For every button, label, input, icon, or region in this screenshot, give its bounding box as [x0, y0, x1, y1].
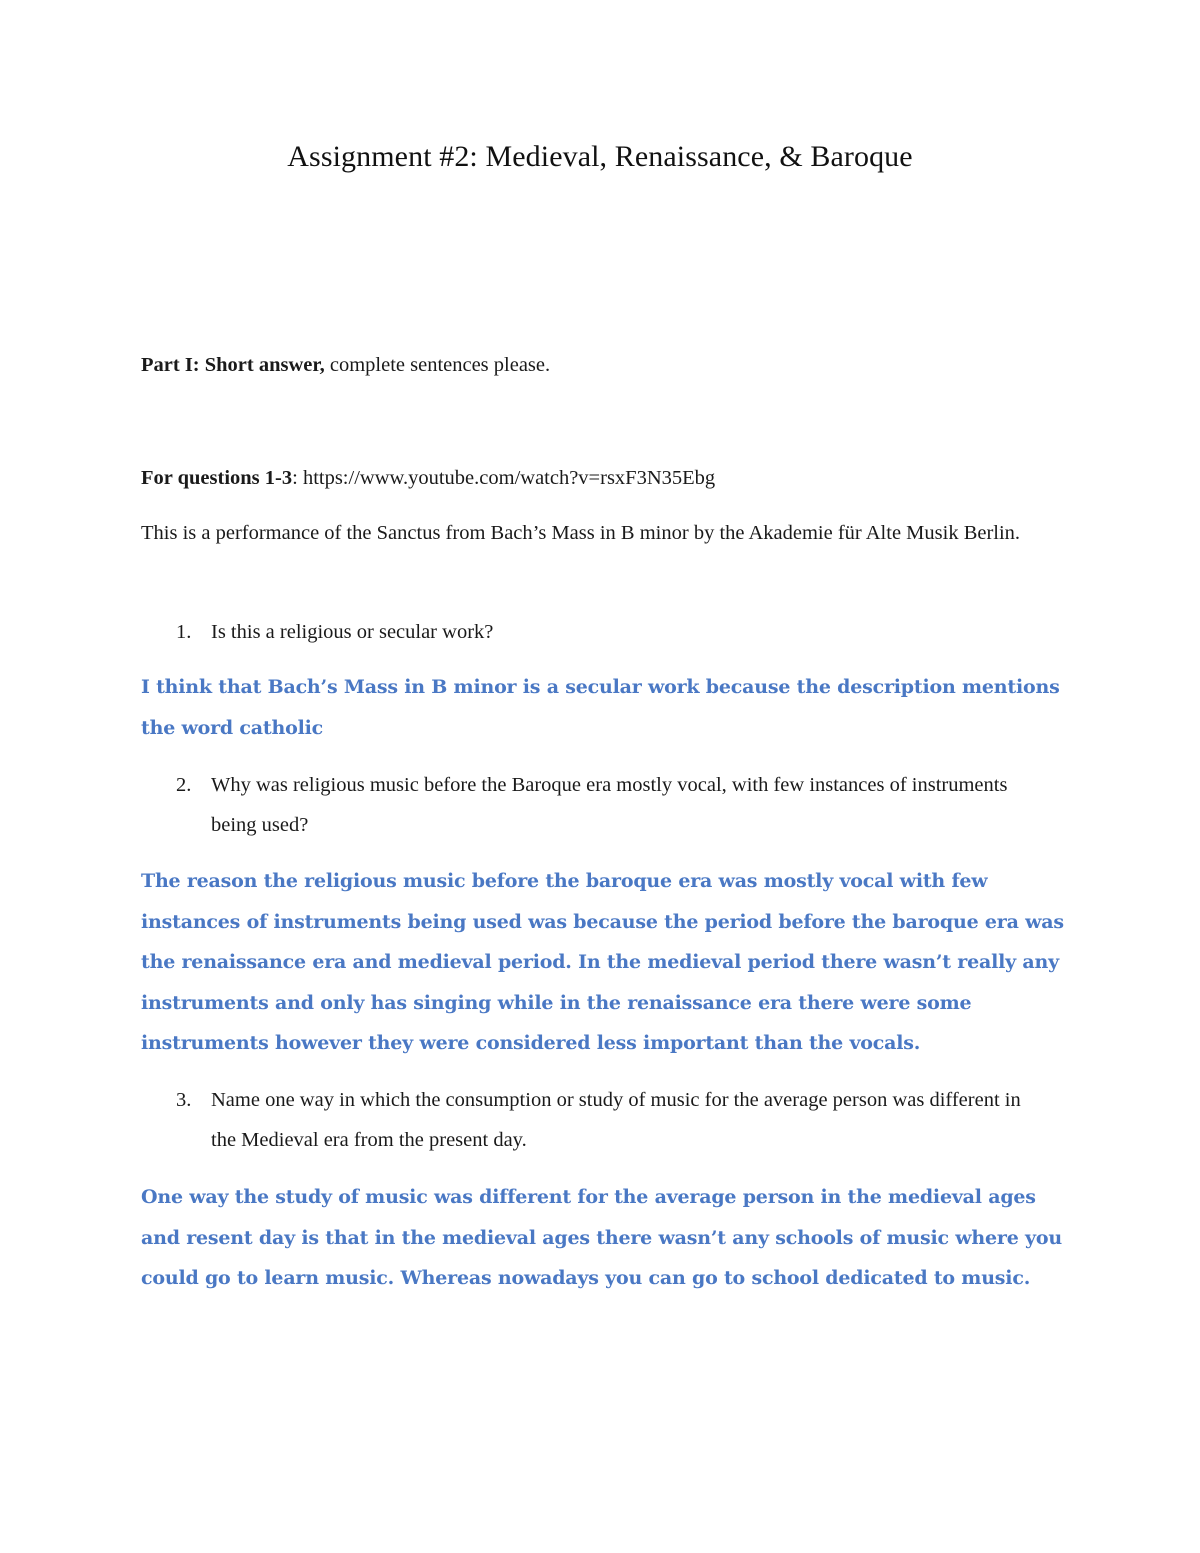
question-text: Name one way in which the consumption or study of music for the average person was different in the Medieval era from the present day. [211, 1089, 1021, 1151]
page-title: Assignment #2: Medieval, Renaissance, & Baroque [287, 140, 913, 173]
question-number: 1. [176, 621, 192, 643]
answer-paragraph: The reason the religious music before the baroque era was mostly vocal with few instances of instruments being used was because the period before the baroque era was the renaissance era and medieval period. In the medieval period there wasn’t really any instruments and only has singing while in the renaissance era there were some instruments however they were considered less important than the vocals. [141, 870, 1064, 1054]
question-item [141, 765, 1041, 845]
question-item [141, 612, 1041, 652]
part-heading [141, 345, 1071, 386]
question-item [141, 1080, 1041, 1160]
questions-source [141, 458, 1071, 499]
question-text: Why was religious music before the Baroque era mostly vocal, with few instances of instruments being used? [211, 774, 1008, 836]
intro-paragraph: This is a performance of the Sanctus from Bach’s Mass in B minor by the Akademie für Alte Musik Berlin. [141, 522, 1021, 544]
part-instruction: complete sentences please. [324, 354, 551, 376]
answer-paragraph: One way the study of music was different for the average person in the medieval ages and resent day is that in the medieval ages there wasn’t any schools of music where you could go to learn music. Whereas nowadays you can go to school dedicated to music. [141, 1186, 1062, 1289]
for-questions-label: For questions 1-3 [141, 467, 293, 489]
video-link[interactable]: https://www.youtube.com/watch?v=rsxF3N35Ebg [302, 467, 716, 489]
question-number: 2. [176, 774, 192, 796]
question-text: Is this a religious or secular work? [211, 621, 494, 643]
question-number: 3. [176, 1089, 192, 1111]
part-label: Part I: Short answer, [141, 354, 325, 376]
answer-paragraph: I think that Bach’s Mass in B minor is a secular work because the description mentions the word catholic [141, 676, 1060, 739]
for-questions-separator: : [292, 467, 303, 489]
